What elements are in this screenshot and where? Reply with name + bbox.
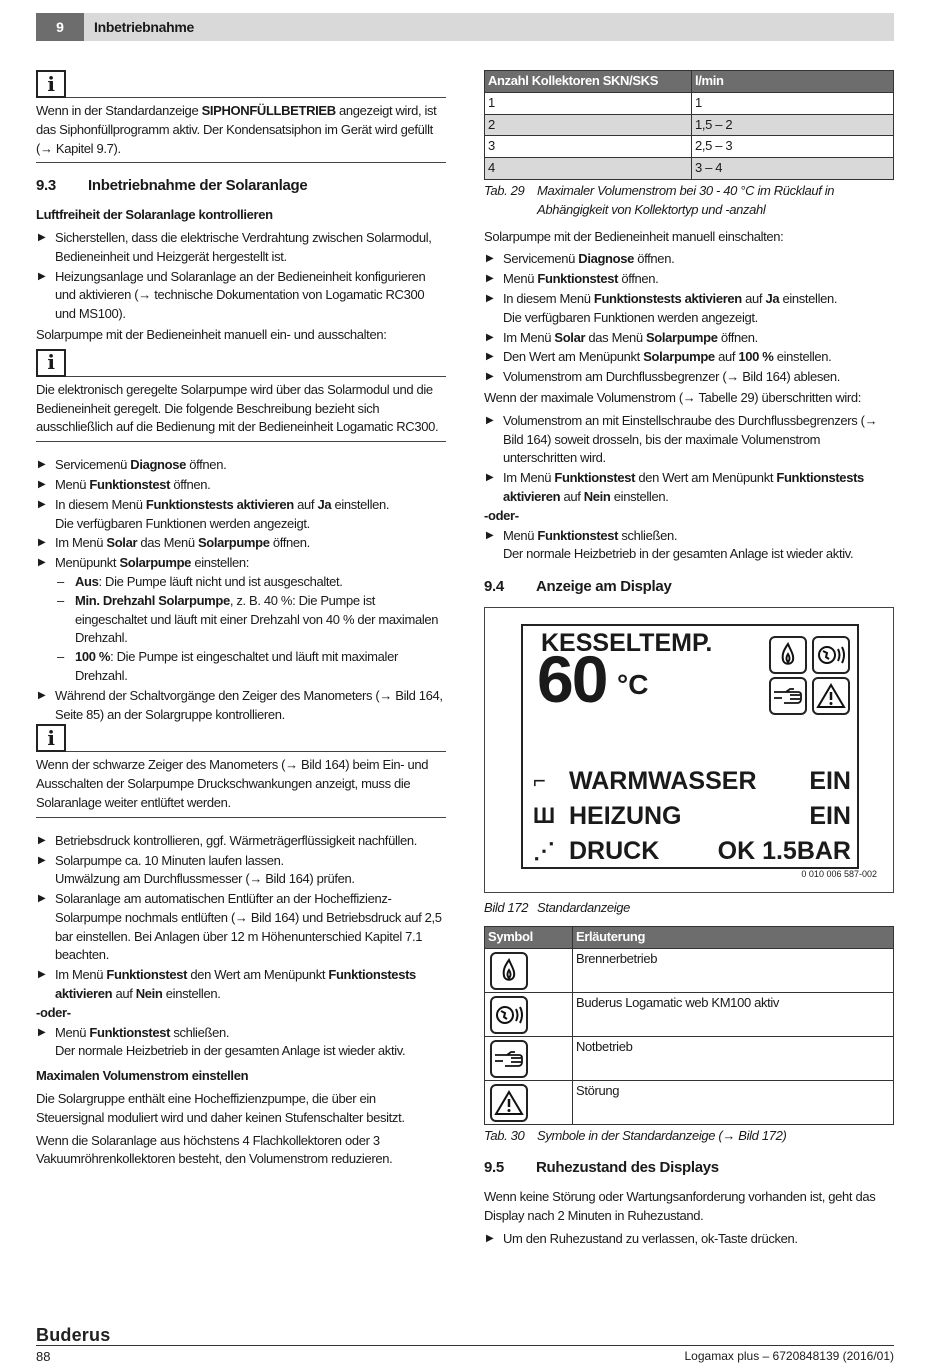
text-run: Sicherstellen, dass die elektrische Verdrahtung zwischen Solarmodul, Bedieneinheit und Heizgerät hergestellt ist. (55, 229, 432, 264)
text-run: Servicemenü (503, 251, 579, 267)
bullet-continuation (36, 870, 446, 889)
text-run: : Die Pumpe ist eingeschaltet und läuft mit maximaler Drehzahl. (75, 649, 398, 683)
text-run: öffnen. (618, 271, 659, 287)
bold-term: Solar (106, 535, 138, 551)
text-run: Im Menü (55, 535, 107, 551)
bold-term: 100 % (738, 349, 774, 365)
text-run: öffnen. (170, 476, 211, 492)
subheading (36, 206, 446, 225)
text-run: Maximalen Volumenstrom einstellen (36, 1068, 249, 1084)
bold-term: Solar (554, 329, 586, 345)
flame-icon (490, 952, 528, 990)
bullet-item (36, 852, 446, 871)
display-title: KESSELTEMP. (541, 628, 713, 657)
bold-term: Funktionstests aktivieren (55, 967, 416, 1002)
table-cell: 1 (485, 92, 692, 114)
text-run: Wenn der schwarze Zeiger des Manometers (→ Bild 164) beim Ein- und Ausschalten der Solarpumpe Druckschwankungen anzeigt, muss die Solaranlage weiter entlüftet werden. (36, 757, 429, 810)
display-row-label: DRUCK (569, 836, 660, 865)
display-row-label: WARMWASSER (569, 766, 757, 795)
bullet-item (36, 496, 446, 515)
bold-term: Diagnose (130, 457, 186, 473)
section-title: Inbetriebnahme der Solaranlage (88, 177, 308, 195)
text-run: Umwälzung am Durchflussmesser (→ Bild 164) prüfen. (55, 871, 355, 887)
text-run: Den Wert am Menüpunkt (503, 349, 644, 365)
text-run: Die elektronisch geregelte Solarpumpe wird über das Solarmodul und die Bedieneinheit geregelt. Die folgende Beschreibung bezieht sich ausschließlich auf die Bedienung mit der Bedieneinheit Logamatic RC300. (36, 381, 439, 435)
caption-number: Bild 172 (484, 899, 529, 915)
caption-number: Tab. 30 (484, 1127, 525, 1143)
bold-term: Ja (765, 290, 780, 306)
bullet-arrow-icon: ▶ (486, 414, 494, 426)
text-run: den Wert am Menüpunkt (187, 967, 329, 983)
section-number: 9.4 (484, 578, 504, 596)
bullet-arrow-icon: ▶ (38, 270, 46, 282)
text-run: Luftfreiheit der Solaranlage kontrollieren (36, 207, 273, 223)
bullet-item (484, 1230, 894, 1249)
table-row (485, 114, 894, 136)
bold-term: Solarpumpe (645, 329, 718, 345)
bold-term: Funktionstests aktivieren (503, 470, 864, 504)
note-header (36, 349, 446, 377)
description-cell: Buderus Logamatic web KM100 aktiv (573, 992, 894, 1036)
table-header: Anzahl Kollektoren SKN/SKS (485, 71, 692, 93)
symbol-cell (485, 1080, 573, 1124)
left-column (36, 70, 446, 1173)
bullet-arrow-icon: ▶ (38, 231, 46, 243)
bullet-item (484, 469, 894, 507)
bullet-item (36, 832, 446, 851)
section-heading (36, 177, 446, 196)
figure-code: 0 010 006 587-002 (801, 869, 877, 880)
text-run: öffnen. (717, 329, 758, 345)
text-run: Wenn keine Störung oder Wartungsanforderung vorhanden ist, geht das Display nach 2 Minuten in Ruhezustand. (484, 1189, 876, 1223)
note-header (36, 724, 446, 752)
bullet-arrow-icon: ▶ (486, 371, 494, 383)
bold-term: SIPHONFÜLLBETRIEB (201, 103, 336, 118)
document-id: Logamax plus – 6720848139 (2016/01) (684, 1349, 894, 1363)
bullet-item (484, 348, 894, 367)
bullet-item (484, 368, 894, 387)
text-run: Wenn der maximale Volumenstrom (→ Tabelle 29) überschritten wird: (484, 389, 862, 405)
text-run: Der normale Heizbetrieb in der gesamten Anlage ist wieder aktiv. (55, 1043, 406, 1059)
table-cell: 2 (485, 114, 692, 136)
footer-divider (36, 1345, 894, 1346)
text-run: einstellen. (773, 349, 832, 365)
text-run: öffnen. (186, 457, 227, 473)
text-run: Servicemenü (55, 457, 131, 473)
text-run: schließen. (618, 527, 678, 543)
warning-icon (490, 1084, 528, 1122)
text-run: einstellen: (191, 555, 250, 571)
text-run: Menüpunkt (55, 555, 120, 571)
text-run: das Menü (137, 535, 198, 551)
bold-term: Solarpumpe (197, 535, 270, 551)
text-run: auf (112, 986, 136, 1002)
bullet-arrow-icon: ▶ (486, 253, 494, 265)
text-run: Betriebsdruck kontrollieren, ggf. Wärmeträgerflüssigkeit nachfüllen. (55, 832, 418, 848)
status-icons (769, 636, 852, 715)
display-row (533, 766, 851, 795)
bullet-arrow-icon: ▶ (38, 557, 46, 569)
table-row (485, 1036, 894, 1080)
warning-icon (812, 677, 850, 715)
bold-term: Funktionstest (89, 1024, 171, 1040)
table-cell: 1,5 – 2 (692, 114, 894, 136)
text-run: In diesem Menü (55, 496, 146, 512)
bullet-item (484, 290, 894, 309)
radiator-icon: Ш (533, 802, 556, 828)
chapter-title: Inbetriebnahme (94, 19, 195, 35)
text-run: einstellen. (331, 496, 390, 512)
bullet-arrow-icon: ▶ (486, 273, 494, 285)
info-note (36, 724, 446, 817)
text-run: auf (560, 488, 584, 504)
info-note (36, 349, 446, 442)
text-run: -oder- (36, 1004, 71, 1020)
text-run: auf (714, 349, 739, 365)
page-number: 88 (36, 1349, 51, 1364)
bullet-arrow-icon: ▶ (486, 1232, 494, 1244)
table-row (485, 92, 894, 114)
info-note (36, 70, 446, 163)
bullet-arrow-icon: ▶ (38, 537, 46, 549)
text-run: einstellen. (610, 488, 669, 504)
hand-icon (490, 1040, 528, 1078)
text-run: -oder- (484, 507, 519, 523)
text-run: Der normale Heizbetrieb in der gesamten Anlage ist wieder aktiv. (503, 546, 854, 562)
display-figure (484, 607, 894, 893)
hand-icon (769, 677, 807, 715)
section-number: 9.3 (36, 177, 56, 195)
text-run: einstellen. (162, 986, 221, 1002)
display-unit: °C (617, 668, 649, 700)
bullet-arrow-icon: ▶ (38, 689, 46, 701)
bold-term: Ja (317, 496, 332, 512)
bold-term: Funktionstests aktivieren (593, 290, 742, 306)
display-screen (521, 624, 859, 869)
note-rule (66, 97, 446, 98)
paragraph (36, 326, 446, 345)
section-title: Ruhezustand des Displays (536, 1159, 719, 1177)
note-header (36, 70, 446, 98)
bullet-arrow-icon: ▶ (38, 498, 46, 510)
chapter-header (36, 13, 894, 41)
bold-term: 100 % (75, 649, 111, 665)
table-header: Symbol (485, 926, 573, 948)
bullet-item (484, 412, 894, 468)
text-run: Die verfügbaren Funktionen werden angezeigt. (503, 309, 758, 325)
bullet-arrow-icon: ▶ (38, 834, 46, 846)
table-cell: 2,5 – 3 (692, 136, 894, 158)
bold-term: Funktionstest (537, 271, 619, 287)
info-icon: i (36, 724, 66, 752)
text-run: Im Menü (503, 470, 555, 486)
description-cell: Störung (573, 1080, 894, 1124)
display-row-value: OK 1.5BAR (717, 836, 851, 865)
bullet-arrow-icon: ▶ (486, 331, 494, 343)
caption-number: Tab. 29 (484, 182, 525, 198)
note-text (36, 756, 446, 812)
section-heading (484, 578, 894, 597)
bullet-item (36, 1024, 446, 1043)
section-heading (484, 1159, 894, 1178)
bullet-continuation (484, 309, 894, 328)
note-rule (66, 376, 446, 377)
table-header: l/min (692, 71, 894, 93)
text-run: Solarpumpe mit der Bedieneinheit manuell ein- und ausschalten: (36, 326, 387, 342)
text-run: schließen. (170, 1024, 230, 1040)
paragraph (36, 1090, 446, 1128)
display-row (533, 801, 851, 830)
note-text (36, 381, 446, 437)
text-run: Im Menü (55, 967, 107, 983)
dash-marker: – (57, 592, 64, 608)
paragraph (484, 389, 894, 408)
table-cell: 3 (485, 136, 692, 158)
caption-text: Maximaler Volumenstrom bei 30 - 40 °C im Rücklauf in Abhängigkeit von Kollektortyp und -anzahl (537, 182, 835, 217)
bullet-item (36, 268, 446, 324)
display-row-label: HEIZUNG (569, 801, 682, 830)
bullet-arrow-icon: ▶ (38, 854, 46, 866)
bullet-item (36, 476, 446, 495)
text-run: Solarpumpe mit der Bedieneinheit manuell einschalten: (484, 228, 784, 244)
table-29 (484, 70, 894, 180)
bold-term: Funktionstest (537, 527, 619, 543)
text-run: öffnen. (634, 251, 675, 267)
bullet-continuation (36, 515, 446, 534)
caption-text: Standardanzeige (537, 899, 631, 915)
dash-item (36, 592, 446, 648)
bullet-item (36, 966, 446, 1004)
text-run: Volumenstrom am Durchflussbegrenzer (→ Bild 164) ablesen. (503, 369, 840, 385)
paragraph (484, 228, 894, 247)
text-run: , z. B. 40 %: Die Pumpe ist eingeschaltet und läuft mit einer Drehzahl von 40 % der maximalen Drehzahl. (75, 592, 439, 646)
bold-term: Funktionstest (89, 476, 171, 492)
symbol-cell (485, 948, 573, 992)
figure-caption (484, 899, 894, 918)
bullet-arrow-icon: ▶ (486, 529, 494, 541)
buderus-logo: Buderus (36, 1325, 111, 1345)
table-row (485, 992, 894, 1036)
bullet-arrow-icon: ▶ (38, 478, 46, 490)
section-number: 9.5 (484, 1159, 504, 1177)
table-row (485, 1080, 894, 1124)
oder-label (484, 507, 894, 526)
text-run: den Wert am Menüpunkt (635, 470, 777, 486)
bullet-item (36, 534, 446, 553)
table-header: Erläuterung (573, 926, 894, 948)
chapter-number: 9 (36, 13, 84, 41)
text-run: Um den Ruhezustand zu verlassen, ok-Taste drücken. (503, 1230, 798, 1246)
oder-label (36, 1004, 446, 1023)
bold-term: Min. Drehzahl Solarpumpe (75, 592, 230, 608)
section-title: Anzeige am Display (536, 578, 672, 596)
table-caption (484, 182, 894, 220)
bullet-item (484, 527, 894, 546)
display-row-value: EIN (809, 766, 851, 795)
info-icon: i (36, 349, 66, 377)
text-run: Menü (55, 476, 90, 492)
flame-icon (769, 636, 807, 674)
table-30 (484, 926, 894, 1125)
description-cell: Notbetrieb (573, 1036, 894, 1080)
display-row (533, 836, 851, 865)
bullet-arrow-icon: ▶ (486, 351, 494, 363)
text-run: Während der Schaltvorgänge den Zeiger des Manometers (→ Bild 164, Seite 85) an der Solargruppe kontrollieren. (55, 687, 443, 722)
text-run: Menü (503, 527, 538, 543)
table-row (485, 158, 894, 180)
tap-icon: ⌐ (533, 767, 546, 793)
text-run: In diesem Menü (503, 290, 594, 306)
bold-term: Funktionstest (554, 470, 636, 486)
text-run: einstellen. (779, 290, 838, 306)
text-run: auf (741, 290, 766, 306)
text-run: Menü (55, 1024, 90, 1040)
bold-term: Funktionstests aktivieren (145, 496, 294, 512)
bullet-item (36, 554, 446, 573)
text-run: Im Menü (503, 329, 555, 345)
bullet-continuation (36, 1042, 446, 1061)
text-run: : Die Pumpe läuft nicht und ist ausgeschaltet. (98, 573, 343, 589)
bullet-item (36, 229, 446, 267)
symbol-cell (485, 992, 573, 1036)
bold-term: Aus (75, 573, 99, 589)
bold-term: Nein (583, 488, 611, 504)
text-run: Wenn in der Standardanzeige (36, 103, 202, 118)
bullet-item (36, 687, 446, 725)
display-temperature: 60 (537, 641, 607, 716)
pressure-icon: ⋰ (533, 837, 555, 863)
bold-term: Solarpumpe (643, 349, 715, 365)
info-icon: i (36, 70, 66, 98)
dash-item (36, 573, 446, 592)
bold-term: Nein (135, 986, 163, 1002)
bullet-item (484, 329, 894, 348)
bullet-arrow-icon: ▶ (486, 292, 494, 304)
text-run: angezeigt wird, ist das Siphonfüllprogramm aktiv. Der Kondensatsiphon im Gerät wird gefüllt (→ Kapitel 9.7). (36, 103, 437, 156)
bold-term: Funktionstest (106, 967, 188, 983)
text-run: Die Solargruppe enthält eine Hocheffizienzpumpe, die über ein Steuersignal moduliert wird und daher keinen Stufenschalter besitzt. (36, 1091, 405, 1125)
bullet-item (484, 270, 894, 289)
web-globe-icon (812, 636, 850, 674)
display-row-value: EIN (809, 801, 851, 830)
text-run: Die verfügbaren Funktionen werden angezeigt. (55, 515, 310, 531)
bullet-arrow-icon: ▶ (38, 1026, 46, 1038)
text-run: öffnen. (269, 535, 310, 551)
web-globe-icon (490, 996, 528, 1034)
right-column (484, 70, 894, 1249)
bullet-item (484, 250, 894, 269)
text-run: Menü (503, 271, 538, 287)
description-cell: Brennerbetrieb (573, 948, 894, 992)
bullet-item (36, 456, 446, 475)
subheading (36, 1067, 446, 1086)
table-row (485, 136, 894, 158)
dash-marker: – (57, 649, 64, 665)
note-text (36, 102, 446, 158)
bullet-arrow-icon: ▶ (38, 893, 46, 905)
caption-text: Symbole in der Standardanzeige (→ Bild 172) (537, 1127, 787, 1143)
text-run: auf (293, 496, 318, 512)
paragraph (36, 1132, 446, 1170)
bullet-arrow-icon: ▶ (38, 459, 46, 471)
table-row (485, 948, 894, 992)
bold-term: Diagnose (578, 251, 634, 267)
table-cell: 1 (692, 92, 894, 114)
dash-item (36, 648, 446, 686)
text-run: Solarpumpe ca. 10 Minuten laufen lassen. (55, 852, 284, 868)
table-cell: 3 – 4 (692, 158, 894, 180)
bold-term: Solarpumpe (119, 555, 192, 571)
symbol-cell (485, 1036, 573, 1080)
dash-marker: – (57, 573, 64, 589)
text-run: Heizungsanlage und Solaranlage an der Bedieneinheit konfigurieren und aktivieren (→ technische Dokumentation von Logamatic RC300 und MS100). (55, 268, 426, 322)
text-run: das Menü (585, 329, 646, 345)
table-caption (484, 1127, 894, 1146)
bullet-arrow-icon: ▶ (38, 969, 46, 981)
note-rule (66, 751, 446, 752)
bullet-arrow-icon: ▶ (486, 472, 494, 484)
bullet-continuation (484, 545, 894, 564)
table-cell: 4 (485, 158, 692, 180)
text-run: Volumenstrom an mit Einstellschraube des Durchflussbegrenzers (→ Bild 164) soweit drosseln, bis der maximale Volumenstrom unterschritten wird. (503, 412, 878, 466)
paragraph (484, 1188, 894, 1226)
bullet-item (36, 890, 446, 965)
text-run: Wenn die Solaranlage aus höchstens 4 Flachkollektoren oder 3 Vakuumröhrenkollektoren besteht, den Volumenstrom reduzieren. (36, 1132, 393, 1167)
text-run: Solaranlage am automatischen Entlüfter an der Hocheffizienz-Solarpumpe nochmals entlüften (→ Bild 164) und Betriebsdruck auf 2,5 bar einstellen. Bei Anlagen über 12 m Höhenunterschied Kapitel 7.1 beachten. (55, 891, 442, 963)
